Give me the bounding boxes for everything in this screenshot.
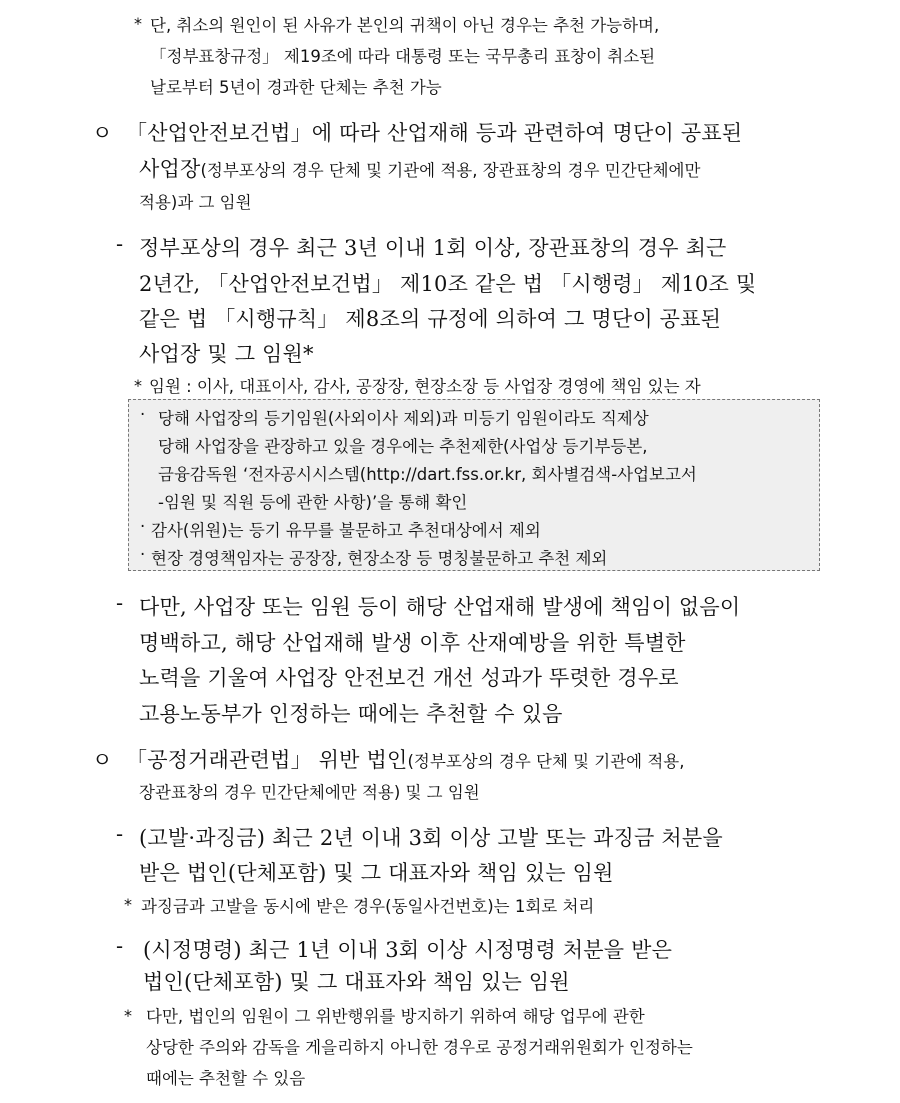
dot-marker: · xyxy=(140,517,146,536)
criteria-line: 정부포상의 경우 최근 3년 이내 1회 이상, 장관표창의 경우 최근 xyxy=(139,236,727,260)
officer-definition: 임원 : 이사, 대표이사, 감사, 공장장, 현장소장 등 사업장 경영에 책임 있는 자 xyxy=(149,377,701,396)
section-heading-continued: 장관표창의 경우 민간단체에만 적용) 및 그 임원 xyxy=(139,783,480,802)
box-line: 금융감독원 ‘전자공시시스템(http://dart.fss.or.kr, 회사별검색-사업보고서 xyxy=(158,465,697,484)
section-heading: 「산업안전보건법」에 따라 산업재해 등과 관련하여 명단이 공표된 xyxy=(126,121,743,145)
count-rule-note: 과징금과 고발을 동시에 받은 경우(동일사건번호)는 1회로 처리 xyxy=(141,897,595,916)
criteria-line: (고발·과징금) 최근 2년 이내 3회 이상 고발 또는 과징금 처분을 xyxy=(139,826,723,850)
box-line: 감사(위원)는 등기 유무를 불문하고 추천대상에서 제외 xyxy=(151,521,541,540)
exception-note-line: 상당한 주의와 감독을 게을리하지 아니한 경우로 공정거래위원회가 인정하는 xyxy=(146,1038,693,1057)
criteria-line: 받은 법인(단체포함) 및 그 대표자와 책임 있는 임원 xyxy=(139,861,614,885)
section-heading-continued: 사업장(정부포상의 경우 단체 및 기관에 적용, 장관표창의 경우 민간단체에만 xyxy=(139,157,701,181)
exception-line: 고용노동부가 인정하는 때에는 추천할 수 있음 xyxy=(139,702,563,726)
box-line: 현장 경영책임자는 공장장, 현장소장 등 명칭불문하고 추천 제외 xyxy=(151,549,608,568)
box-line: 당해 사업장의 등기임원(사외이사 제외)과 미등기 임원이라도 직제상 xyxy=(158,409,649,428)
asterisk-marker: * xyxy=(134,376,142,395)
note-line: 「정부표창규정」 제19조에 따라 대통령 또는 국무총리 표창이 취소된 xyxy=(150,47,656,66)
asterisk-marker: * xyxy=(124,895,132,914)
box-line: 당해 사업장을 관장하고 있을 경우에는 추천제한(사업상 등기부등본, xyxy=(158,437,648,456)
dot-marker: · xyxy=(140,545,146,564)
asterisk-marker: * xyxy=(134,14,142,33)
exception-note-line: 다만, 법인의 임원이 그 위반행위를 방지하기 위하여 해당 업무에 관한 xyxy=(146,1007,645,1026)
circle-bullet-marker: ㅇ xyxy=(92,748,113,772)
note-line: 단, 취소의 원인이 된 사유가 본인의 귀책이 아닌 경우는 추천 가능하며, xyxy=(150,16,660,35)
section-heading-continued: 적용)과 그 임원 xyxy=(139,193,252,212)
dash-marker: - xyxy=(116,591,124,615)
criteria-line: 2년간, 「산업안전보건법」 제10조 같은 법 「시행령」 제10조 및 xyxy=(139,272,757,296)
dash-marker: - xyxy=(116,822,124,846)
section-heading: 「공정거래관련법」 위반 법인(정부포상의 경우 단체 및 기관에 적용, xyxy=(126,748,685,772)
exception-line: 명백하고, 해당 산업재해 발생 이후 산재예방을 위한 특별한 xyxy=(139,631,686,655)
criteria-line: 사업장 및 그 임원* xyxy=(139,342,314,366)
asterisk-marker: * xyxy=(124,1006,132,1025)
dash-marker: - xyxy=(116,934,124,958)
dash-marker: - xyxy=(116,232,124,256)
exception-line: 다만, 사업장 또는 임원 등이 해당 산업재해 발생에 책임이 없음이 xyxy=(139,595,741,619)
note-line: 날로부터 5년이 경과한 단체는 추천 가능 xyxy=(150,78,442,97)
circle-bullet-marker: ㅇ xyxy=(92,121,113,145)
criteria-line: (시정명령) 최근 1년 이내 3회 이상 시정명령 처분을 받은 xyxy=(143,938,673,962)
exception-line: 노력을 기울여 사업장 안전보건 개선 성과가 뚜렷한 경우로 xyxy=(139,666,679,690)
exception-note-line: 때에는 추천할 수 있음 xyxy=(146,1069,306,1088)
criteria-line: 법인(단체포함) 및 그 대표자와 책임 있는 임원 xyxy=(143,970,570,994)
criteria-line: 같은 법 「시행규칙」 제8조의 규정에 의하여 그 명단이 공표된 xyxy=(139,307,722,331)
box-line: -임원 및 직원 등에 관한 사항)’을 통해 확인 xyxy=(158,493,468,512)
dot-marker: · xyxy=(140,405,146,424)
